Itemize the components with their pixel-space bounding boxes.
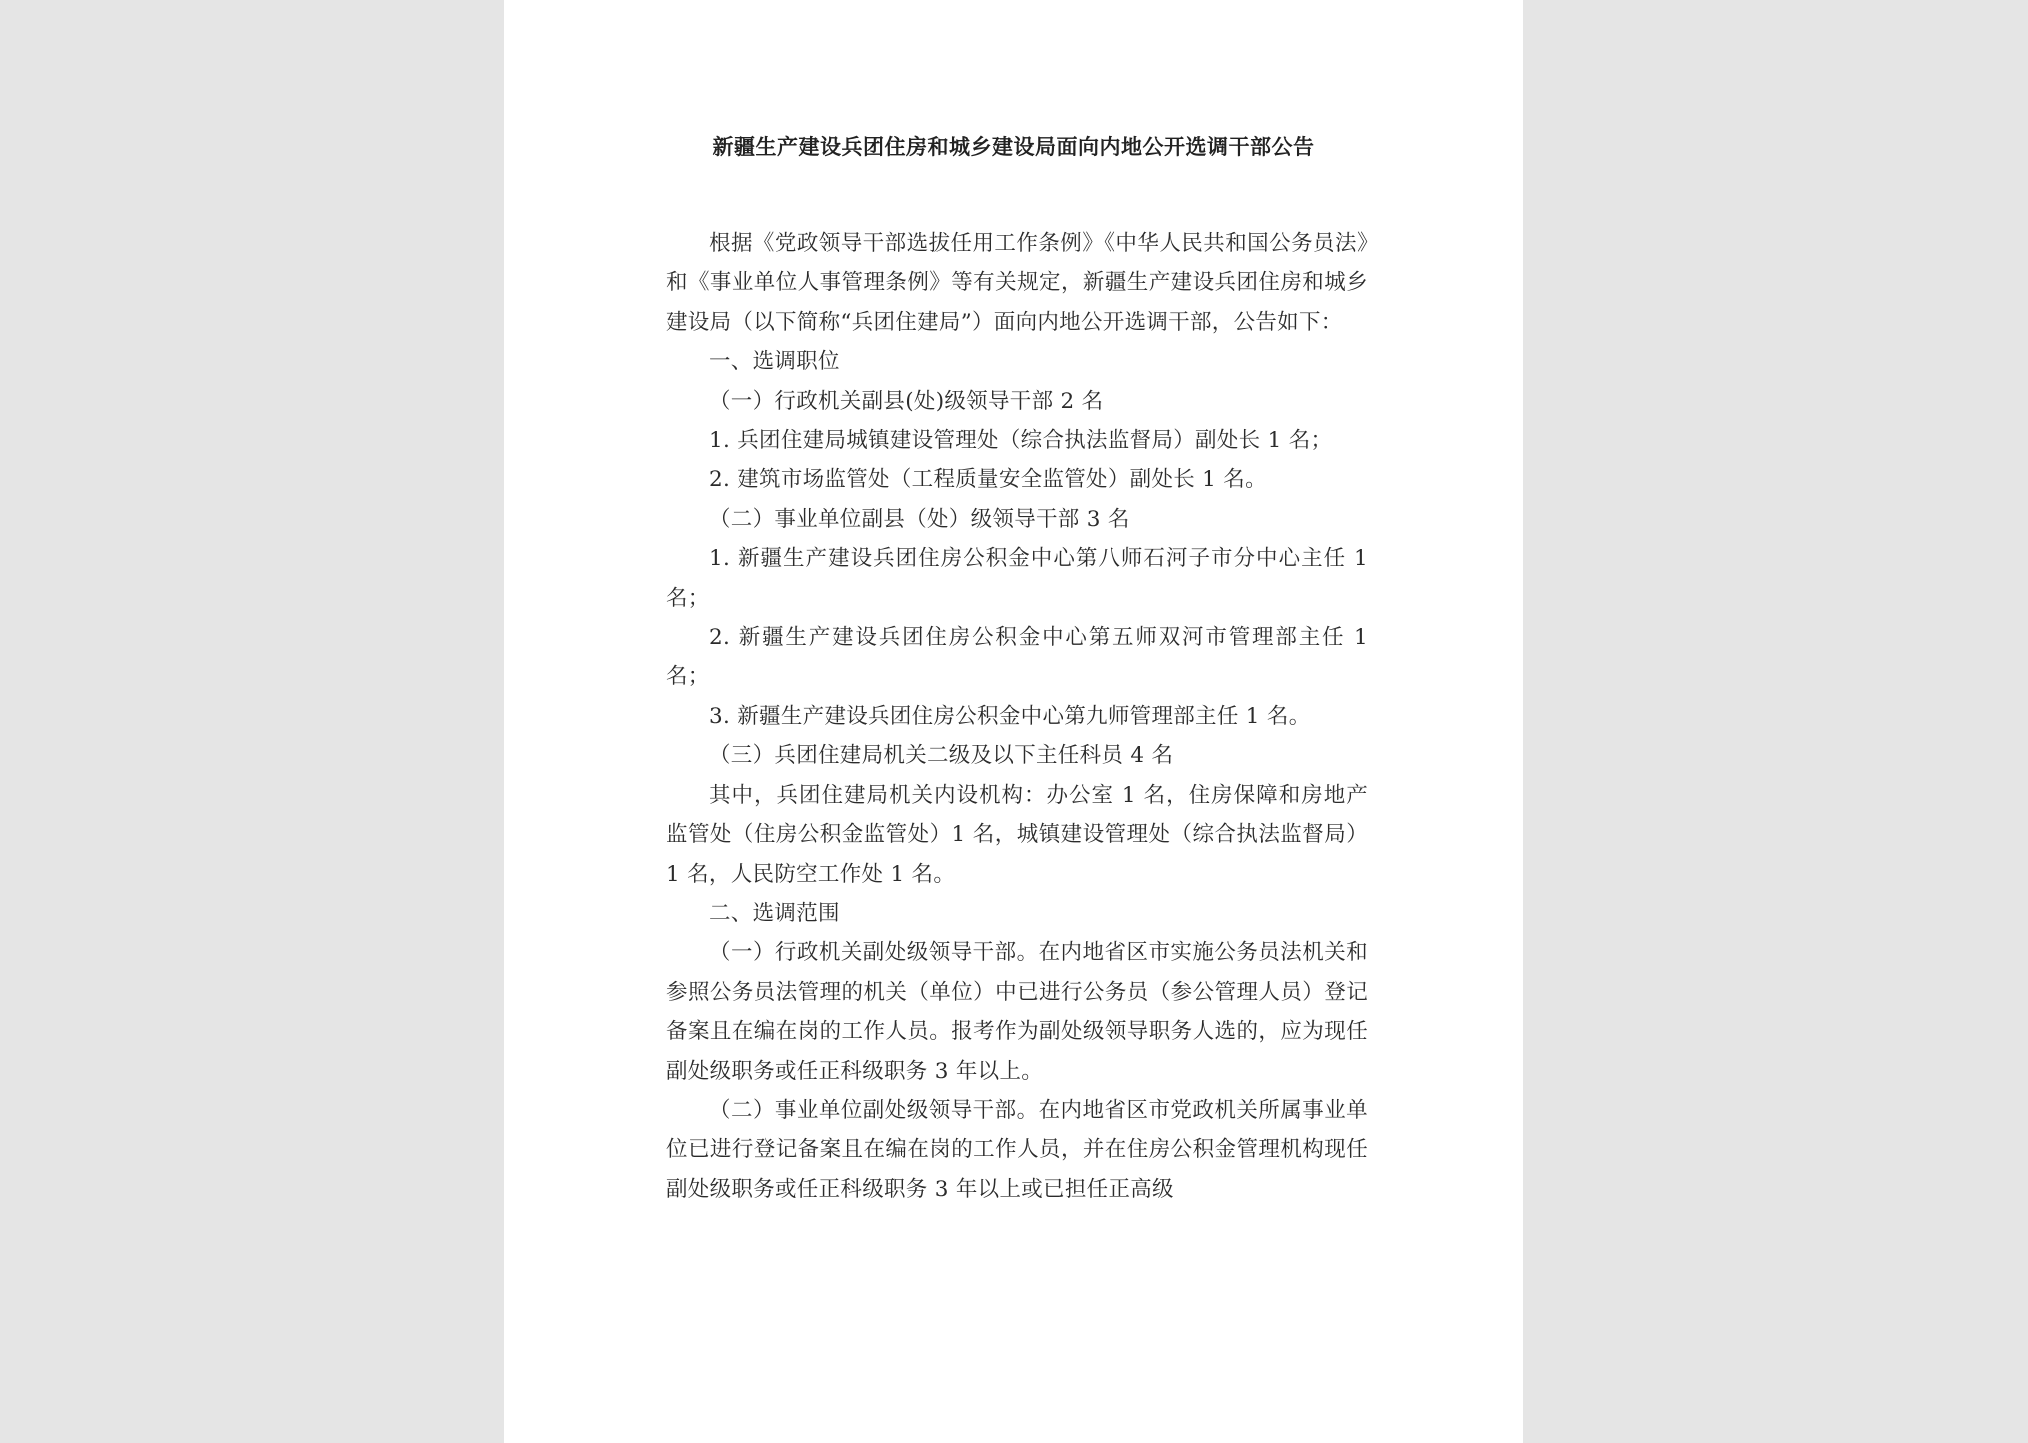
section-heading: 一、选调职位 <box>709 349 840 375</box>
paragraph: （一）行政机关副处级领导干部。在内地省区市实施公务员法机关和参照公务员法管理的机关（单位）中已进行公务员（参公管理人员）登记备案且在编在岗的工作人员。报考作为副处级领导职务人选的，应为现任副处级职务或任正科级职务 3 年以上。 <box>666 940 1368 1084</box>
list-item: 1. 兵团住建局城镇建设管理处（综合执法监督局）副处长 1 名； <box>709 428 1333 454</box>
paragraph: 根据《党政领导干部选拔任用工作条例》《中华人民共和国公务员法》和《事业单位人事管理条例》等有关规定，新疆生产建设兵团住房和城乡建设局（以下简称“兵团住建局”）面向内地公开选调干部，公告如下： <box>666 231 1368 335</box>
document-body <box>666 224 1368 1209</box>
subsection-heading: （一）行政机关副县(处)级领导干部 2 名 <box>709 388 1104 414</box>
subsection-heading: （二）事业单位副县（处）级领导干部 3 名 <box>709 506 1130 532</box>
list-item: 1. 新疆生产建设兵团住房公积金中心第八师石河子市分中心主任 1 名； <box>666 546 1368 611</box>
paragraph: 其中，兵团住建局机关内设机构：办公室 1 名，住房保障和房地产监管处（住房公积金监管处）1 名，城镇建设管理处（综合执法监督局）1 名，人民防空工作处 1 名。 <box>666 782 1368 887</box>
section-heading: 二、选调范围 <box>709 900 840 926</box>
document-page <box>504 0 1523 1443</box>
list-item: 2. 建筑市场监管处（工程质量安全监管处）副处长 1 名。 <box>709 467 1267 493</box>
list-item: 3. 新疆生产建设兵团住房公积金中心第九师管理部主任 1 名。 <box>709 703 1311 729</box>
subsection-heading: （三）兵团住建局机关二级及以下主任科员 4 名 <box>709 743 1174 769</box>
paragraph: （二）事业单位副处级领导干部。在内地省区市党政机关所属事业单位已进行登记备案且在编在岗的工作人员，并在住房公积金管理机构现任副处级职务或任正科级职务 3 年以上或已担任正高级 <box>666 1097 1368 1202</box>
document-title: 新疆生产建设兵团住房和城乡建设局面向内地公开选调干部公告 <box>712 135 1315 159</box>
list-item: 2. 新疆生产建设兵团住房公积金中心第五师双河市管理部主任 1 名； <box>666 625 1368 690</box>
